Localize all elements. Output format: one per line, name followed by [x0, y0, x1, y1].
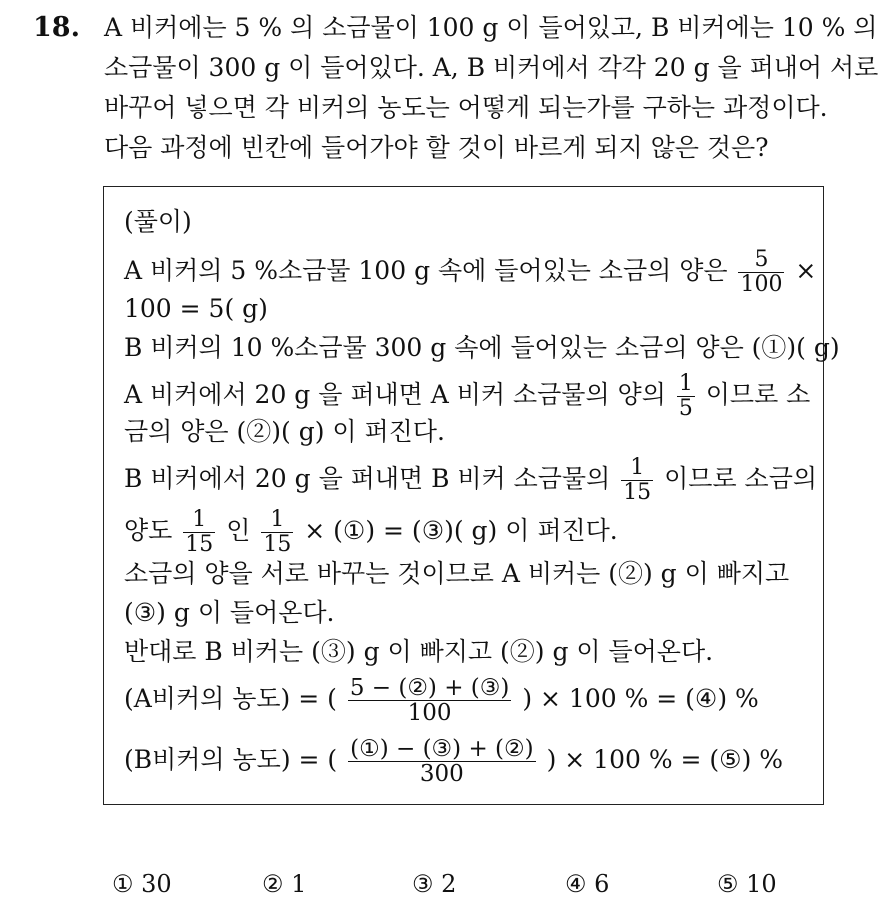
solution-text: A 비커에서 20 g 을 퍼내면 A 비커 소금물의 양의	[124, 380, 666, 409]
question-line: 바꾸어 넣으면 각 비커의 농도는 어떻게 되는가를 구하는 과정이다.	[104, 93, 828, 122]
solution-text: 이므로 소금의	[664, 464, 817, 493]
fraction-numerator: 1	[630, 455, 645, 480]
choice-2[interactable]: ② 1	[262, 870, 307, 898]
fraction-denominator: 5	[678, 396, 693, 421]
fraction	[348, 676, 512, 725]
solution-line: (③) g 이 들어온다.	[124, 598, 335, 627]
solution-text: × (①) = (③)( g) 이 퍼진다.	[304, 516, 618, 545]
fraction-denominator: 15	[623, 480, 652, 505]
solution-line	[124, 508, 618, 557]
solution-text: 이므로 소	[705, 380, 811, 409]
choice-5[interactable]: ⑤ 10	[717, 870, 777, 898]
solution-text: 양도	[124, 516, 173, 545]
solution-line: 금의 양은 (②)( g) 이 퍼진다.	[124, 417, 445, 446]
solution-text: 인	[226, 516, 251, 545]
solution-line	[124, 737, 783, 786]
solution-line: 소금의 양을 서로 바꾸는 것이므로 A 비커는 (②) g 이 빠지고	[124, 559, 790, 588]
fraction	[621, 456, 653, 505]
solution-text: B 비커에서 20 g 을 퍼내면 B 비커 소금물의	[124, 464, 611, 493]
fraction-denominator: 15	[185, 532, 214, 557]
question-line: 소금물이 300 g 이 들어있다. A, B 비커에서 각각 20 g 을 퍼내어 서로	[104, 53, 879, 82]
choice-1[interactable]: ① 30	[112, 870, 172, 898]
fraction-numerator: 5 − (②) + (③)	[349, 675, 510, 701]
solution-line: 100 = 5( g)	[124, 294, 268, 323]
fraction	[738, 248, 784, 297]
solution-line	[124, 676, 759, 725]
question-number: 18.	[33, 12, 80, 43]
fraction-numerator: 1	[192, 507, 207, 532]
fraction-denominator: 15	[263, 532, 292, 557]
solution-line: 반대로 B 비커는 (③) g 이 빠지고 (②) g 이 들어온다.	[124, 637, 714, 666]
solution-text: (B비커의 농도) = (	[124, 745, 338, 774]
fraction-numerator: 1	[678, 371, 693, 396]
fraction	[261, 508, 293, 557]
solution-text: ) × 100 % = (⑤) %	[546, 745, 784, 774]
solution-text: ) × 100 % = (④) %	[522, 684, 759, 713]
question-line: 다음 과정에 빈칸에 들어가야 할 것이 바르게 되지 않은 것은?	[104, 133, 769, 162]
fraction-denominator: 300	[348, 761, 535, 786]
solution-line	[124, 248, 816, 297]
solution-heading: (풀이)	[124, 207, 192, 236]
solution-text: ×	[795, 256, 817, 285]
fraction	[183, 508, 215, 557]
choice-3[interactable]: ③ 2	[412, 870, 457, 898]
choice-4[interactable]: ④ 6	[565, 870, 610, 898]
fraction-denominator: 100	[740, 272, 783, 297]
solution-text: (A비커의 농도) = (	[124, 684, 337, 713]
fraction-numerator: (①) − (③) + (②)	[350, 736, 534, 762]
solution-text: A 비커의 5 %소금물 100 g 속에 들어있는 소금의 양은	[124, 256, 728, 285]
solution-line: B 비커의 10 %소금물 300 g 속에 들어있는 소금의 양은 (①)( g)	[124, 333, 840, 362]
fraction	[348, 737, 535, 786]
fraction-numerator: 5	[754, 247, 769, 272]
fraction-numerator: 1	[270, 507, 285, 532]
fraction-denominator: 100	[348, 700, 512, 725]
question-line: A 비커에는 5 % 의 소금물이 100 g 이 들어있고, B 비커에는 10 % 의	[104, 13, 878, 42]
fraction	[677, 372, 695, 421]
solution-line	[124, 456, 817, 505]
